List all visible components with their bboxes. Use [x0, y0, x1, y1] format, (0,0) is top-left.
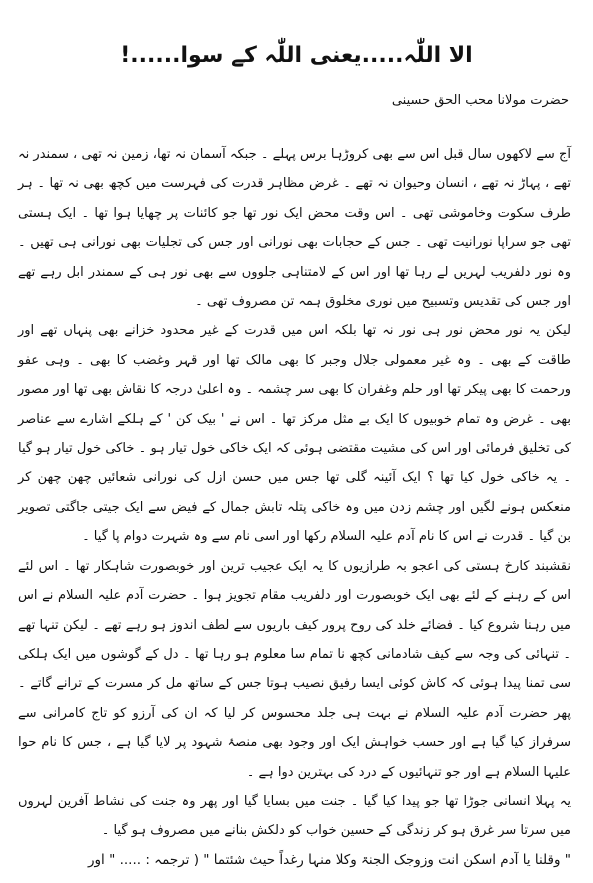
author-byline: حضرت مولانا محب الحق حسینی: [391, 93, 569, 108]
article-body: [18, 140, 571, 875]
quran-verse-paragraph: " وقلنا یا آدم اسکن انت وزوجک الجنۃ وکلا منہا رغداً حیث شئتما " ( ترجمہ : ..... " اور: [87, 851, 571, 868]
article-title: الا اللّٰہ.....یعنی اللّٰہ کے سوا......!: [120, 43, 473, 68]
paragraph: لیکن یہ نور محض نور ہی نور نہ تھا بلکہ اس میں قدرت کے غیر محدود خزانے بھی پنہاں تھے اور طاقت کے بھی ۔ وہ غیر معمولی جلال وجبر کا بھی مالک تھا اور قہر وغضب کا بھی ۔ وہی عفو ورحمت کا بھی پیکر تھا اور حلم وغفران کا بھی سر چشمہ ۔ وہ اعلیٰ درجہ کا نقاش بھی تھا اور مصور بھی ۔ غرض وہ تمام خوبیوں کا ایک بے مثل مرکز تھا ۔ اس نے ' بیک کن ' کے ہلکے اشارے سے عناصر کی تخلیق فرمائی اور اس کی مشیت مقتضی ہوئی کہ ایک خاکی خول تیار ہو ۔ خاکی خول تیار ہو گیا ۔ یہ خاکی خول کیا تھا ؟ ایک آئینہ گلی تھا جس میں حسن ازل کی نورانی شعائیں چھن چھن کر منعکس ہونے لگیں اور چشم زدن میں وہ خاکی پتلہ تابش جمال کے فیض سے ایک جیتی جاگتی تصویر بن گیا ۔ قدرت نے اس کا نام آدم علیہ السلام رکھا اور اسی نام سے وہ شہرت دوام پا گیا ۔: [18, 323, 571, 545]
paragraph: آج سے لاکھوں سال قبل اس سے بھی کروڑہا برس پہلے ۔ جبکہ آسمان نہ تھا، زمین نہ تھی ، سمندر نہ تھے ، پہاڑ نہ تھے ، انسان وحیوان نہ تھے ۔ غرض مظاہر قدرت کی فہرست میں کچھ بھی نہ تھا ۔ ہر طرف سکوت وخاموشی تھی ۔ اس وقت محض ایک نور تھا جو کائنات پر چھایا ہوا تھا ۔ ایک ہستی تھی جو سراپا نورانیت تھی ۔ جس کے حجابات بھی نورانی اور جس کی تجلیات بھی نورانی ہی تھیں ۔ وہ نور دلفریب لہریں لے رہا تھا اور اس کے لامتناہی جلووں سے بھی نور ہی کے سمندر ابل رہے تھے اور جس کی تقدیس وتسبیح میں نوری مخلوق ہمہ تن مصروف تھی ۔: [18, 147, 571, 310]
paragraph: یہ پہلا انسانی جوڑا تھا جو پیدا کیا گیا ۔ جنت میں بسایا گیا اور پھر وہ جنت کی نشاط آفرین لہروں میں سرتا سر غرق ہو کر زندگی کے حسین خواب کو دلکش بنانے میں مصروف ہو گیا ۔: [18, 793, 571, 839]
paragraph: نقشبند کارخ ہستی کی اعجو بہ طرازیوں کا یہ ایک عجیب ترین اور خوبصورت شاہکار تھا ۔ اس لئے اس کے رہنے کے لئے بھی ایک خوبصورت اور دلفریب مقام تجویز ہوا ۔ حضرت آدم علیہ السلام نے اس میں رہنا شروع کیا ۔ فضائے خلد کی روح پرور کیف باریوں سے لطف اندوز ہو رہے تھے ۔ لیکن تنہا تھے ۔ تنہائی کی وجہ سے کیف شادمانی کچھ نا تمام سا معلوم ہو رہا تھا ۔ دل کے گوشوں میں ایک ہلکی سی تمنا پیدا ہوئی کہ کاش کوئی ایسا رفیق نصیب ہوتا جس کے ساتھ مل کر مسرت کے ترانے گاتے ۔ پھر حضرت آدم علیہ السلام نے بہت ہی جلد محسوس کر لیا کہ ان کی آرزو کو تاج کامرانی سے سرفراز کیا گیا ہے اور حسب خواہش ایک اور وجود بھی منصۂ شہود پر لایا گیا ہے ، جس کا نام حوا علیہا السلام ہے اور جو تنہائیوں کے درد کی بہترین دوا ہے ۔: [18, 558, 571, 780]
